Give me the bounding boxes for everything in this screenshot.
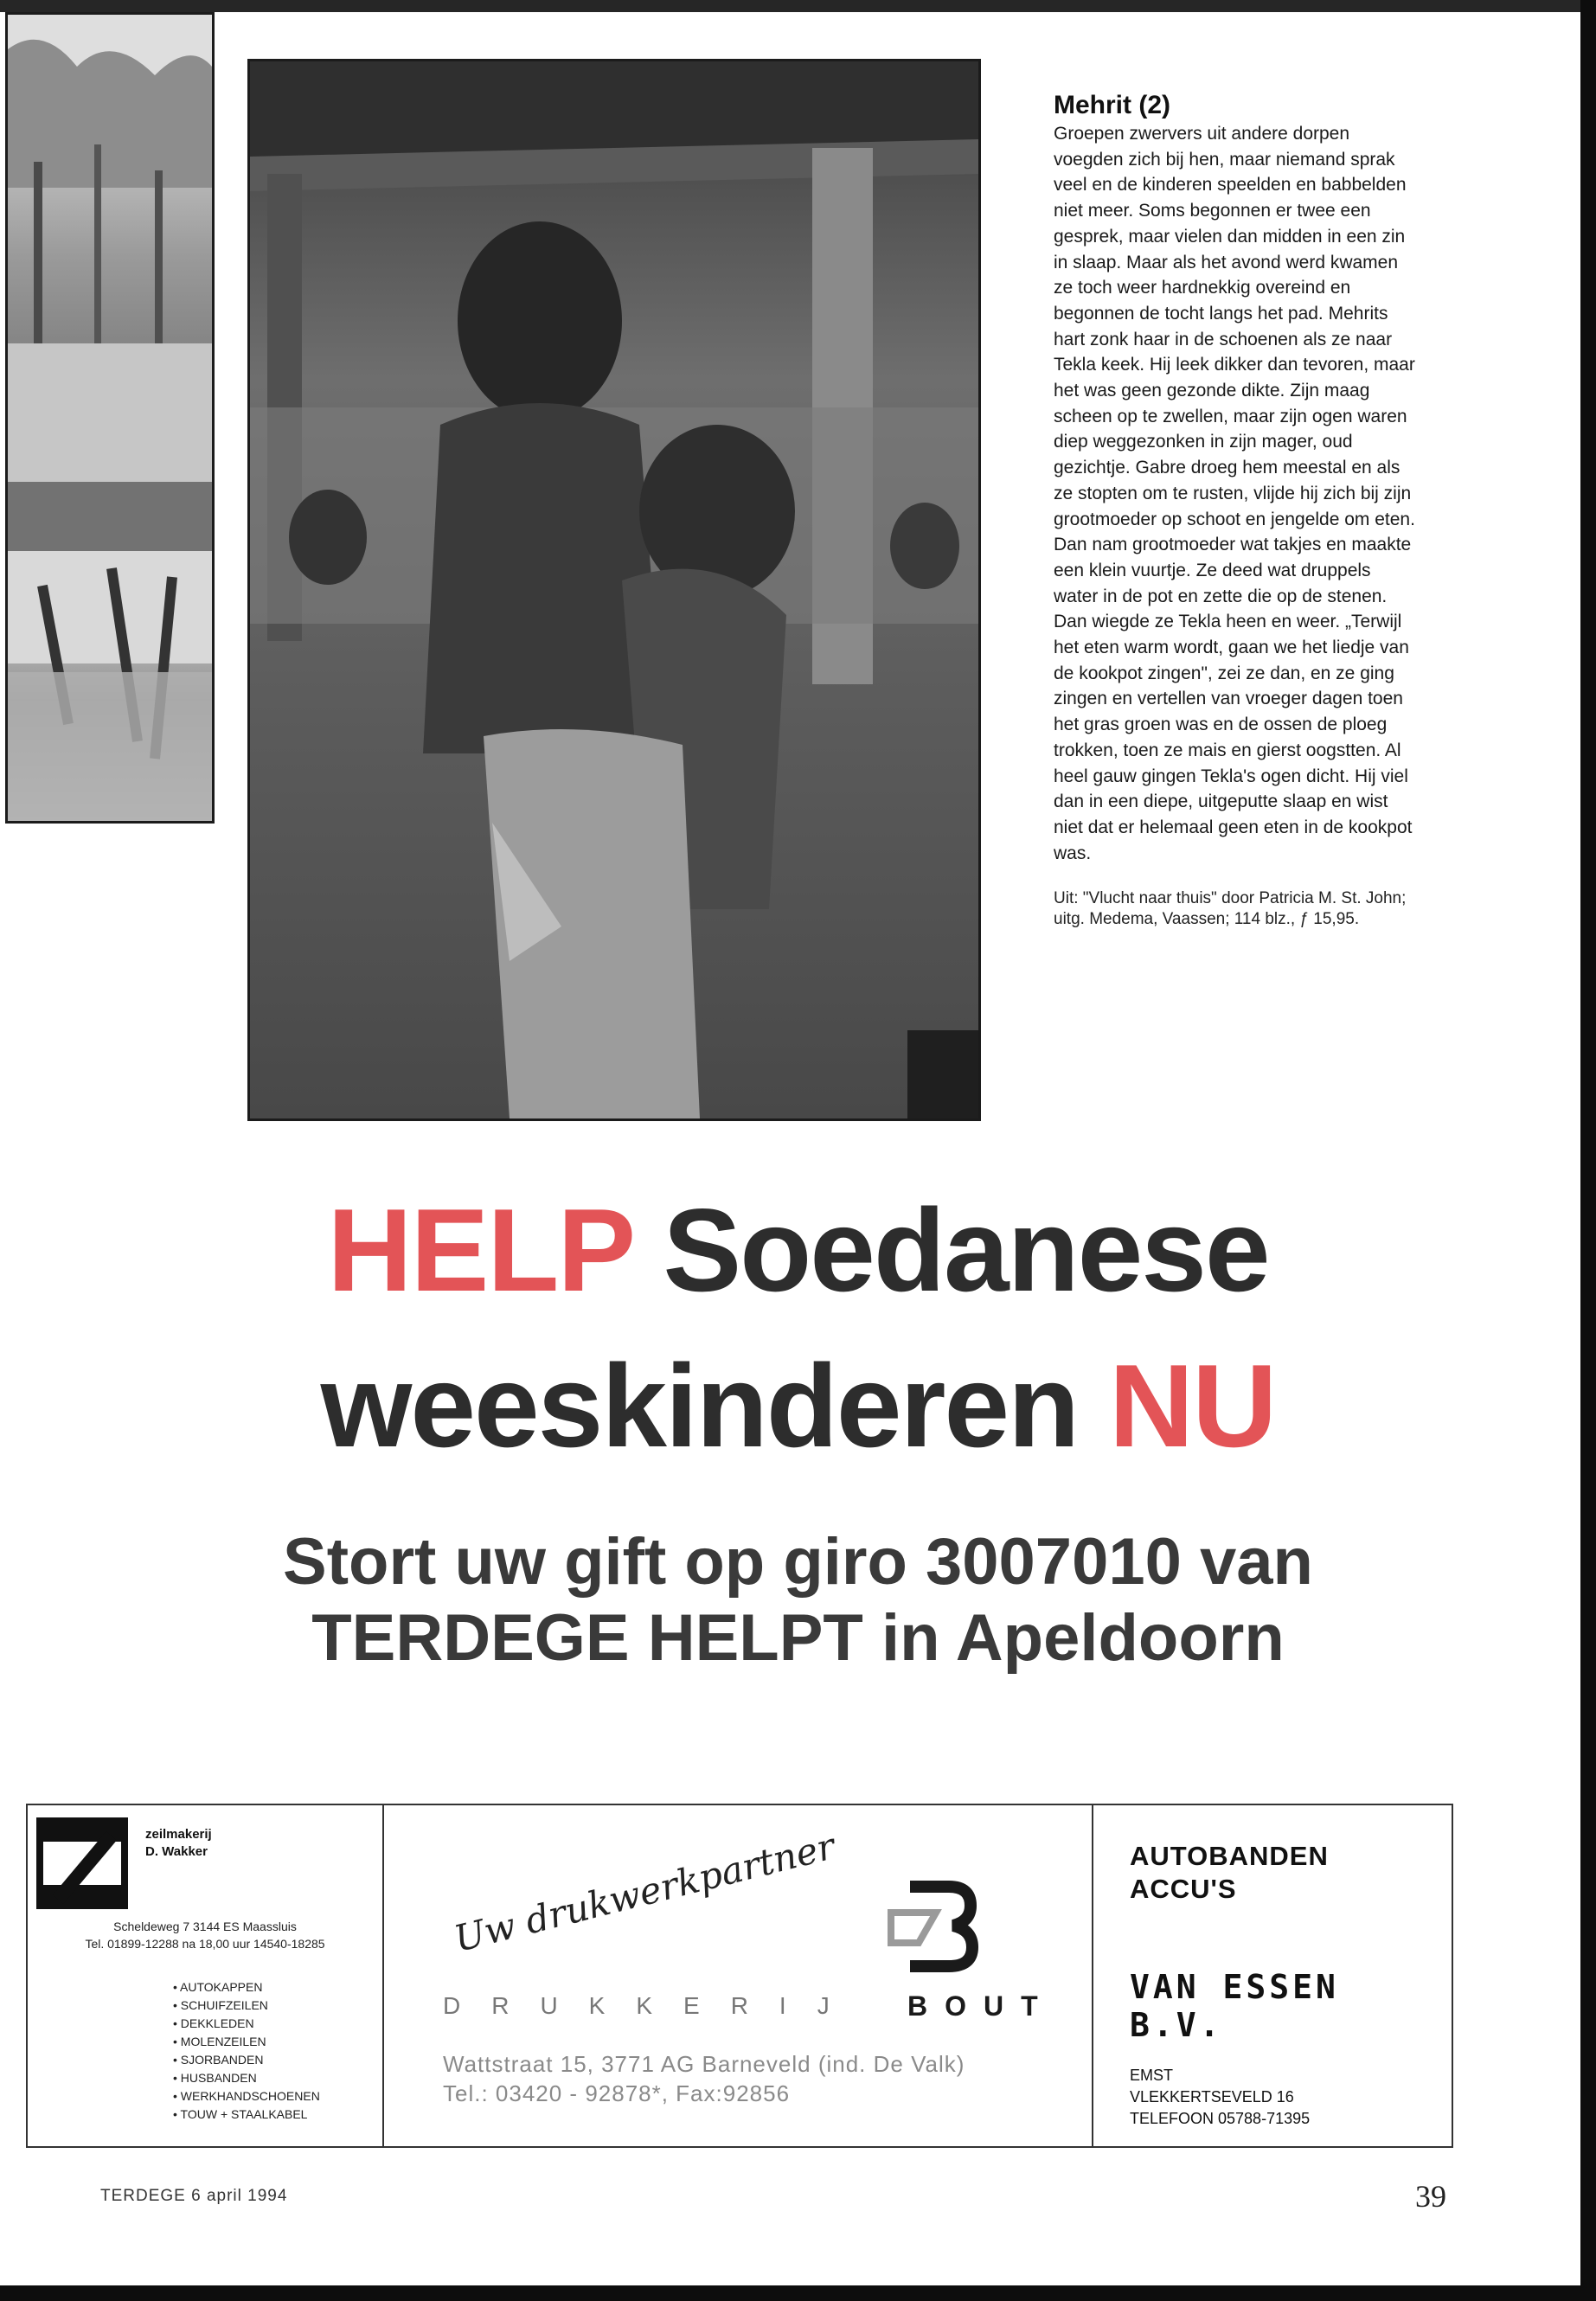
bout-phone: Tel.: 03420 - 92878*, Fax:92856 (443, 2080, 791, 2106)
bout-drukkerij: DRUKKERIJ (443, 1992, 861, 2019)
wakker-address: Scheldeweg 7 3144 ES Maassluis (113, 1920, 297, 1933)
bout-address: Wattstraat 15, 3771 AG Barneveld (ind. De Valk) (443, 2051, 965, 2077)
page-edge-bottom (0, 2285, 1596, 2301)
bout-tagline: Uw drukwerkpartner (450, 1824, 839, 1960)
van-essen-name: VAN ESSEN B.V. (1130, 1968, 1339, 2044)
bout-logo-icon (884, 1878, 979, 1973)
headline-help: HELP (327, 1184, 632, 1316)
ad-van-essen (1093, 1805, 1452, 2146)
wakker-phone: Tel. 01899-12288 na 18,00 uur 14540-18285 (85, 1937, 325, 1951)
ad-wakker (28, 1805, 384, 2146)
van-essen-address: EMST VLEKKERTSEVELD 16 TELEFOON 05788-71395 (1130, 2067, 1311, 2127)
footer-publication: TERDEGE 6 april 1994 (100, 2187, 288, 2205)
headline-nu: NU (1108, 1340, 1276, 1471)
page-number: 39 (1415, 2179, 1446, 2214)
bout-name: BOUT (907, 1990, 1055, 2022)
list-item: • WERKHANDSCHOENEN (173, 2089, 320, 2103)
list-item: • TOUW + STAALKABEL (173, 2107, 308, 2121)
article-title: Mehrit (2) (1054, 91, 1170, 119)
giro-line-1: Stort uw gift op giro 3007010 van (283, 1525, 1313, 1599)
z-logo-icon (36, 1817, 128, 1909)
giro-line-2: TERDEGE HELPT in Apeldoorn (311, 1601, 1285, 1675)
list-item: • SJORBANDEN (173, 2053, 264, 2067)
headline-weeskinderen: weeskinderen (320, 1340, 1079, 1471)
wakker-name: zeilmakerij D. Wakker (145, 1827, 212, 1859)
advertisement-strip (26, 1804, 1453, 2148)
article-source: Uit: "Vlucht naar thuis" door Patricia M. St. John; uitg. Medema, Vaassen; 114 blz., ƒ 15,95. (1054, 889, 1407, 929)
list-item: • MOLENZEILEN (173, 2035, 266, 2048)
page-edge-right (1580, 0, 1596, 2301)
ad-drukkerij-bout (384, 1805, 1093, 2146)
van-essen-heading: AUTOBANDEN ACCU'S (1130, 1841, 1329, 1904)
headline-line-1 (0, 1181, 1596, 1319)
headline-line-2 (0, 1336, 1596, 1475)
children-photo (247, 59, 981, 1121)
landscape-photo (5, 12, 215, 824)
list-item: • SCHUIFZEILEN (173, 1998, 268, 2012)
wakker-product-list (173, 1978, 320, 2124)
article (1054, 90, 1417, 930)
list-item: • HUSBANDEN (173, 2071, 257, 2085)
list-item: • DEKKLEDEN (173, 2016, 254, 2030)
article-body: Groepen zwervers uit andere dorpen voegden zich bij hen, maar niemand sprak veel en de kinderen speelden en babbelden niet meer. Soms begonnen er twee een gesprek, maar vielen dan midden in een zin in slaap. Maar als het avond werd kwamen ze toch weer hardnekkig overeind en begonnen de tocht langs het pad. Mehrits hart zonk haar in de schoenen als ze naar Tekla keek. Hij leek dikker dan tevoren, maar het was geen gezonde dikte. Zijn maag scheen op te zwellen, maar zijn ogen waren diep weggezonken in zijn mager, oud gezichtje. Gabre droeg hem meestal en als ze stopten om te rusten, vlijde hij zich bij zijn grootmoeder op schoot en jengelde om eten. Dan nam grootmoeder wat takjes en maakte een klein vuurtje. Ze deed wat druppels water in de pot en zette die op de stenen. Dan wiegde ze Tekla heen en weer. „Terwijl het eten warm wordt, gaan we het liedje van de kookpot zingen", zei ze dan, en ze ging zingen en vertellen van vroeger dagen toen het gras groen was en de ossen de ploeg trokken, toen ze mais en gierst oogstten. Al heel gauw gingen Tekla's ogen dicht. Hij viel dan in een diepe, uitgeputte slaap en wist niet dat er helemaal geen eten in de kookpot was. (1054, 124, 1415, 863)
headline-soedanese: Soedanese (663, 1184, 1269, 1316)
list-item: • AUTOKAPPEN (173, 1980, 263, 1994)
page-edge-top (0, 0, 1596, 12)
